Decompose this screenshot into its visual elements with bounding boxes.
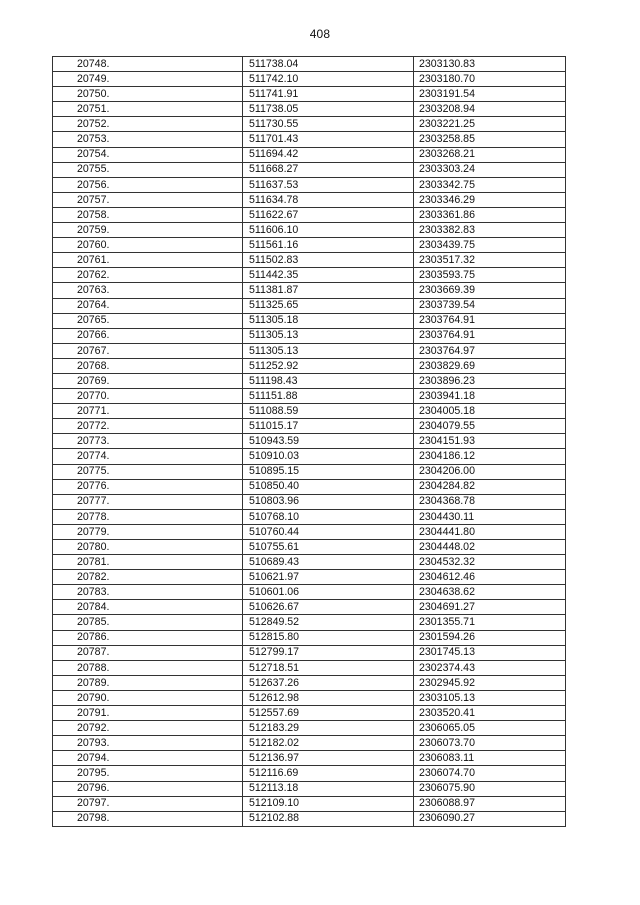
point-number-cell: 20774. <box>53 449 243 464</box>
y-coordinate-cell: 2304079.55 <box>414 419 566 434</box>
table-row <box>53 540 566 555</box>
table-row <box>53 419 566 434</box>
x-coordinate-cell: 510895.15 <box>243 464 414 479</box>
point-number-cell: 20775. <box>53 464 243 479</box>
x-coordinate-cell: 512102.88 <box>243 811 414 826</box>
y-coordinate-cell: 2303361.86 <box>414 207 566 222</box>
x-coordinate-cell: 512183.29 <box>243 721 414 736</box>
table-row <box>53 585 566 600</box>
x-coordinate-cell: 511305.13 <box>243 328 414 343</box>
x-coordinate-cell: 512113.18 <box>243 781 414 796</box>
y-coordinate-cell: 2303268.21 <box>414 147 566 162</box>
table-row <box>53 132 566 147</box>
y-coordinate-cell: 2304638.62 <box>414 585 566 600</box>
point-number-cell: 20792. <box>53 721 243 736</box>
x-coordinate-cell: 511088.59 <box>243 404 414 419</box>
table-row <box>53 177 566 192</box>
x-coordinate-cell: 510621.97 <box>243 570 414 585</box>
table-row <box>53 298 566 313</box>
table-row <box>53 796 566 811</box>
table-row <box>53 751 566 766</box>
y-coordinate-cell: 2303764.97 <box>414 343 566 358</box>
x-coordinate-cell: 511738.04 <box>243 57 414 72</box>
x-coordinate-cell: 510626.67 <box>243 600 414 615</box>
table-row <box>53 464 566 479</box>
point-number-cell: 20791. <box>53 706 243 721</box>
table-row <box>53 207 566 222</box>
table-row <box>53 147 566 162</box>
point-number-cell: 20797. <box>53 796 243 811</box>
point-number-cell: 20794. <box>53 751 243 766</box>
point-number-cell: 20776. <box>53 479 243 494</box>
y-coordinate-cell: 2303130.83 <box>414 57 566 72</box>
point-number-cell: 20763. <box>53 283 243 298</box>
point-number-cell: 20755. <box>53 162 243 177</box>
x-coordinate-cell: 511637.53 <box>243 177 414 192</box>
table-row <box>53 57 566 72</box>
table-row <box>53 283 566 298</box>
y-coordinate-cell: 2304441.80 <box>414 524 566 539</box>
point-number-cell: 20793. <box>53 736 243 751</box>
x-coordinate-cell: 512637.26 <box>243 675 414 690</box>
point-number-cell: 20786. <box>53 630 243 645</box>
x-coordinate-cell: 511015.17 <box>243 419 414 434</box>
x-coordinate-cell: 510803.96 <box>243 494 414 509</box>
y-coordinate-cell: 2303669.39 <box>414 283 566 298</box>
table-row <box>53 706 566 721</box>
point-number-cell: 20748. <box>53 57 243 72</box>
x-coordinate-cell: 511442.35 <box>243 268 414 283</box>
table-row <box>53 253 566 268</box>
table-row <box>53 736 566 751</box>
y-coordinate-cell: 2306075.90 <box>414 781 566 796</box>
x-coordinate-cell: 510768.10 <box>243 509 414 524</box>
point-number-cell: 20756. <box>53 177 243 192</box>
point-number-cell: 20771. <box>53 404 243 419</box>
table-row <box>53 117 566 132</box>
y-coordinate-cell: 2303439.75 <box>414 238 566 253</box>
x-coordinate-cell: 512612.98 <box>243 690 414 705</box>
table-row <box>53 434 566 449</box>
x-coordinate-cell: 511730.55 <box>243 117 414 132</box>
table-row <box>53 781 566 796</box>
point-number-cell: 20767. <box>53 343 243 358</box>
coordinates-table-body <box>53 57 566 827</box>
y-coordinate-cell: 2301355.71 <box>414 615 566 630</box>
y-coordinate-cell: 2303208.94 <box>414 102 566 117</box>
coordinates-table <box>52 56 566 827</box>
x-coordinate-cell: 512849.52 <box>243 615 414 630</box>
point-number-cell: 20765. <box>53 313 243 328</box>
point-number-cell: 20757. <box>53 192 243 207</box>
point-number-cell: 20750. <box>53 87 243 102</box>
point-number-cell: 20783. <box>53 585 243 600</box>
point-number-cell: 20782. <box>53 570 243 585</box>
x-coordinate-cell: 511151.88 <box>243 389 414 404</box>
y-coordinate-cell: 2303896.23 <box>414 373 566 388</box>
x-coordinate-cell: 512799.17 <box>243 645 414 660</box>
x-coordinate-cell: 512109.10 <box>243 796 414 811</box>
point-number-cell: 20796. <box>53 781 243 796</box>
point-number-cell: 20754. <box>53 147 243 162</box>
table-row <box>53 373 566 388</box>
y-coordinate-cell: 2306073.70 <box>414 736 566 751</box>
x-coordinate-cell: 511694.42 <box>243 147 414 162</box>
point-number-cell: 20758. <box>53 207 243 222</box>
x-coordinate-cell: 511305.18 <box>243 313 414 328</box>
table-row <box>53 690 566 705</box>
table-row <box>53 102 566 117</box>
y-coordinate-cell: 2306074.70 <box>414 766 566 781</box>
x-coordinate-cell: 511198.43 <box>243 373 414 388</box>
table-row <box>53 570 566 585</box>
table-row <box>53 389 566 404</box>
y-coordinate-cell: 2303180.70 <box>414 72 566 87</box>
point-number-cell: 20784. <box>53 600 243 615</box>
point-number-cell: 20751. <box>53 102 243 117</box>
point-number-cell: 20769. <box>53 373 243 388</box>
x-coordinate-cell: 510943.59 <box>243 434 414 449</box>
x-coordinate-cell: 511606.10 <box>243 223 414 238</box>
x-coordinate-cell: 511668.27 <box>243 162 414 177</box>
table-row <box>53 313 566 328</box>
y-coordinate-cell: 2303303.24 <box>414 162 566 177</box>
point-number-cell: 20785. <box>53 615 243 630</box>
y-coordinate-cell: 2303105.13 <box>414 690 566 705</box>
y-coordinate-cell: 2306088.97 <box>414 796 566 811</box>
y-coordinate-cell: 2303593.75 <box>414 268 566 283</box>
point-number-cell: 20795. <box>53 766 243 781</box>
table-row <box>53 223 566 238</box>
x-coordinate-cell: 512116.69 <box>243 766 414 781</box>
table-row <box>53 509 566 524</box>
table-row <box>53 358 566 373</box>
table-row <box>53 192 566 207</box>
point-number-cell: 20779. <box>53 524 243 539</box>
table-row <box>53 721 566 736</box>
table-row <box>53 268 566 283</box>
y-coordinate-cell: 2304151.93 <box>414 434 566 449</box>
y-coordinate-cell: 2303764.91 <box>414 328 566 343</box>
point-number-cell: 20773. <box>53 434 243 449</box>
table-row <box>53 404 566 419</box>
point-number-cell: 20770. <box>53 389 243 404</box>
x-coordinate-cell: 510760.44 <box>243 524 414 539</box>
y-coordinate-cell: 2303829.69 <box>414 358 566 373</box>
y-coordinate-cell: 2304691.27 <box>414 600 566 615</box>
table-row <box>53 524 566 539</box>
table-row <box>53 675 566 690</box>
table-row <box>53 811 566 826</box>
y-coordinate-cell: 2304612.46 <box>414 570 566 585</box>
point-number-cell: 20766. <box>53 328 243 343</box>
point-number-cell: 20777. <box>53 494 243 509</box>
point-number-cell: 20768. <box>53 358 243 373</box>
y-coordinate-cell: 2304186.12 <box>414 449 566 464</box>
y-coordinate-cell: 2303520.41 <box>414 706 566 721</box>
table-row <box>53 630 566 645</box>
x-coordinate-cell: 511502.83 <box>243 253 414 268</box>
table-row <box>53 238 566 253</box>
x-coordinate-cell: 512136.97 <box>243 751 414 766</box>
point-number-cell: 20790. <box>53 690 243 705</box>
y-coordinate-cell: 2304368.78 <box>414 494 566 509</box>
x-coordinate-cell: 511325.65 <box>243 298 414 313</box>
y-coordinate-cell: 2306065.05 <box>414 721 566 736</box>
y-coordinate-cell: 2303764.91 <box>414 313 566 328</box>
point-number-cell: 20762. <box>53 268 243 283</box>
x-coordinate-cell: 511381.87 <box>243 283 414 298</box>
x-coordinate-cell: 510850.40 <box>243 479 414 494</box>
x-coordinate-cell: 510601.06 <box>243 585 414 600</box>
table-row <box>53 555 566 570</box>
x-coordinate-cell: 512182.02 <box>243 736 414 751</box>
y-coordinate-cell: 2303517.32 <box>414 253 566 268</box>
point-number-cell: 20760. <box>53 238 243 253</box>
point-number-cell: 20778. <box>53 509 243 524</box>
y-coordinate-cell: 2304430.11 <box>414 509 566 524</box>
table-row <box>53 660 566 675</box>
x-coordinate-cell: 511561.16 <box>243 238 414 253</box>
y-coordinate-cell: 2304284.82 <box>414 479 566 494</box>
page-number: 408 <box>309 27 331 41</box>
y-coordinate-cell: 2303258.85 <box>414 132 566 147</box>
x-coordinate-cell: 512815.80 <box>243 630 414 645</box>
y-coordinate-cell: 2303382.83 <box>414 223 566 238</box>
x-coordinate-cell: 512718.51 <box>243 660 414 675</box>
x-coordinate-cell: 512557.69 <box>243 706 414 721</box>
table-row <box>53 494 566 509</box>
y-coordinate-cell: 2304448.02 <box>414 540 566 555</box>
x-coordinate-cell: 511305.13 <box>243 343 414 358</box>
point-number-cell: 20753. <box>53 132 243 147</box>
table-row <box>53 600 566 615</box>
y-coordinate-cell: 2304206.00 <box>414 464 566 479</box>
table-row <box>53 343 566 358</box>
point-number-cell: 20749. <box>53 72 243 87</box>
x-coordinate-cell: 511738.05 <box>243 102 414 117</box>
point-number-cell: 20789. <box>53 675 243 690</box>
y-coordinate-cell: 2303739.54 <box>414 298 566 313</box>
y-coordinate-cell: 2303346.29 <box>414 192 566 207</box>
point-number-cell: 20780. <box>53 540 243 555</box>
point-number-cell: 20798. <box>53 811 243 826</box>
x-coordinate-cell: 511252.92 <box>243 358 414 373</box>
y-coordinate-cell: 2304532.32 <box>414 555 566 570</box>
point-number-cell: 20752. <box>53 117 243 132</box>
point-number-cell: 20772. <box>53 419 243 434</box>
table-row <box>53 162 566 177</box>
y-coordinate-cell: 2304005.18 <box>414 404 566 419</box>
table-row <box>53 328 566 343</box>
point-number-cell: 20788. <box>53 660 243 675</box>
y-coordinate-cell: 2303941.18 <box>414 389 566 404</box>
y-coordinate-cell: 2301594.26 <box>414 630 566 645</box>
table-row <box>53 479 566 494</box>
x-coordinate-cell: 511742.10 <box>243 72 414 87</box>
y-coordinate-cell: 2301745.13 <box>414 645 566 660</box>
point-number-cell: 20787. <box>53 645 243 660</box>
x-coordinate-cell: 510689.43 <box>243 555 414 570</box>
x-coordinate-cell: 511634.78 <box>243 192 414 207</box>
x-coordinate-cell: 510910.03 <box>243 449 414 464</box>
x-coordinate-cell: 511622.67 <box>243 207 414 222</box>
point-number-cell: 20761. <box>53 253 243 268</box>
point-number-cell: 20781. <box>53 555 243 570</box>
table-row <box>53 87 566 102</box>
y-coordinate-cell: 2302374.43 <box>414 660 566 675</box>
table-row <box>53 615 566 630</box>
x-coordinate-cell: 511741.91 <box>243 87 414 102</box>
y-coordinate-cell: 2306090.27 <box>414 811 566 826</box>
table-row <box>53 645 566 660</box>
table-row <box>53 72 566 87</box>
y-coordinate-cell: 2303221.25 <box>414 117 566 132</box>
y-coordinate-cell: 2303342.75 <box>414 177 566 192</box>
x-coordinate-cell: 510755.61 <box>243 540 414 555</box>
point-number-cell: 20759. <box>53 223 243 238</box>
x-coordinate-cell: 511701.43 <box>243 132 414 147</box>
y-coordinate-cell: 2302945.92 <box>414 675 566 690</box>
y-coordinate-cell: 2306083.11 <box>414 751 566 766</box>
table-row <box>53 449 566 464</box>
point-number-cell: 20764. <box>53 298 243 313</box>
table-row <box>53 766 566 781</box>
y-coordinate-cell: 2303191.54 <box>414 87 566 102</box>
